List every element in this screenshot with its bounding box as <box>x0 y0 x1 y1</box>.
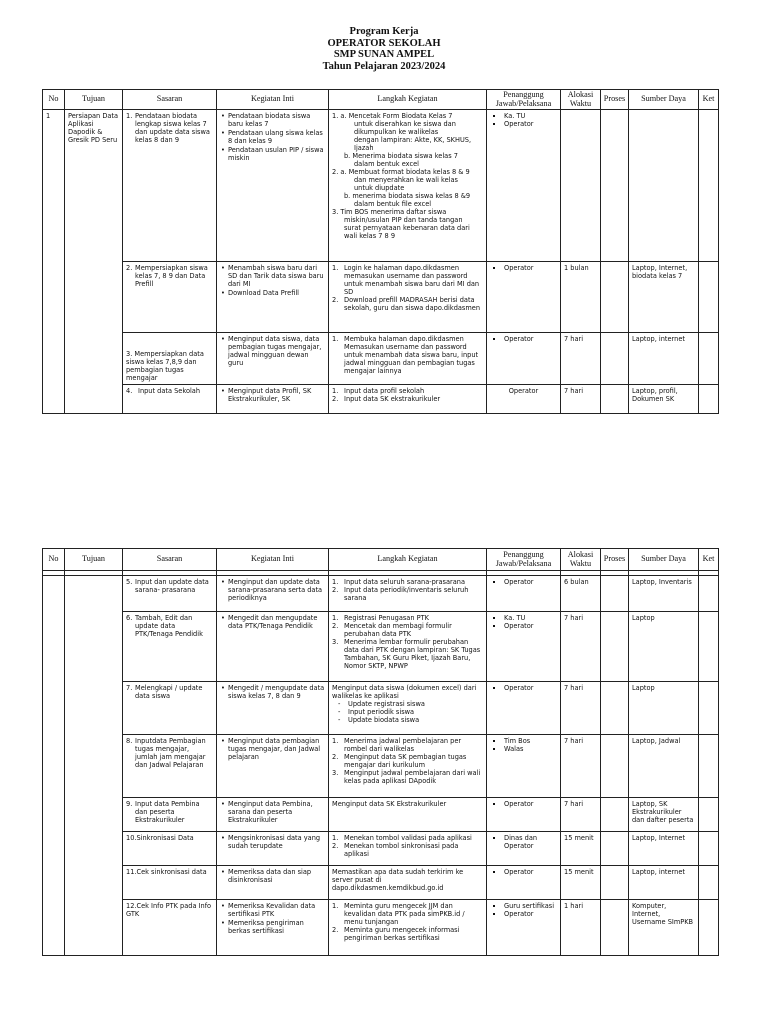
header-ket: Ket <box>699 549 719 571</box>
cell-alokasi <box>561 110 601 262</box>
table-row <box>43 262 719 333</box>
cell-sasaran: 6. Tambah, Edit dan update data PTK/Tenaga Pendidik <box>123 612 217 682</box>
cell-alokasi: 7 hari <box>561 333 601 385</box>
cell-kegiatan: • Mengedit / mengupdate data siswa kelas 7, 8 dan 9 <box>217 682 329 735</box>
table-row <box>43 576 719 612</box>
cell-langkah: Memastikan apa data sudah terkirim ke server pusat di dapo.dikdasmen.kemdikbud.go.id <box>329 866 487 900</box>
cell-langkah: 1. Input data seluruh sarana-prasarana 2. Input data periodik/inventaris seluruh sarana <box>329 576 487 612</box>
cell-penanggung: Operator <box>487 798 561 832</box>
table-row <box>43 612 719 682</box>
cell-kegiatan: • Menambah siswa baru dari SD dan Tarik data siswa baru dari MI • Download Data Prefill <box>217 262 329 333</box>
header-penanggung: Penanggung Jawab/Pelaksana <box>487 549 561 571</box>
table-row <box>43 832 719 866</box>
document-title <box>0 26 768 72</box>
cell-ket <box>699 385 719 414</box>
table-row <box>43 110 719 262</box>
cell-kegiatan: • Pendataan biodata siswa baru kelas 7 • Pendataan ulang siswa kelas 8 dan kelas 9 • Pendataan usulan PIP / siswa miskin <box>217 110 329 262</box>
cell-sumber: Laptop, profil, Dokumen SK <box>629 385 699 414</box>
table-row <box>43 900 719 956</box>
cell-penanggung: Tim Bos Walas <box>487 735 561 798</box>
cell-sasaran: 9. Input data Pembina dan peserta Ekstrakurikuler <box>123 798 217 832</box>
header-tujuan: Tujuan <box>65 90 123 110</box>
cell-proses <box>601 333 629 385</box>
table-row <box>43 866 719 900</box>
cell-kegiatan: • Mengsinkronisasi data yang sudah terupdate <box>217 832 329 866</box>
cell-kegiatan: • Menginput data Pembina, sarana dan peserta Ekstrakurikuler <box>217 798 329 832</box>
cell-proses <box>601 832 629 866</box>
title-line-4: Tahun Pelajaran 2023/2024 <box>322 60 446 72</box>
cell-proses <box>601 900 629 956</box>
cell-penanggung: Operator <box>487 576 561 612</box>
cell-sumber: Laptop, Jadwal <box>629 735 699 798</box>
cell-sumber: Laptop <box>629 612 699 682</box>
header-langkah: Langkah Kegiatan <box>329 549 487 571</box>
cell-proses <box>601 612 629 682</box>
title-line-1: Program Kerja <box>349 26 419 37</box>
cell-proses <box>601 866 629 900</box>
cell-langkah: 1. Meminta guru mengecek JJM dan kevalidan data PTK pada simPKB.id / menu tunjangan 2. Meminta guru mengecek informasi pengiriman berkas sertifikasi <box>329 900 487 956</box>
cell-sumber: Laptop, internet <box>629 333 699 385</box>
cell-kegiatan: • Mengedit dan mengupdate data PTK/Tenaga Pendidik <box>217 612 329 682</box>
header-kegiatan: Kegiatan Inti <box>217 549 329 571</box>
cell-alokasi: 7 hari <box>561 682 601 735</box>
cell-penanggung: Ka. TU Operator <box>487 612 561 682</box>
table-row <box>43 735 719 798</box>
cell-kegiatan: • Menginput data pembagian tugas mengajar, dan Jadwal pelajaran <box>217 735 329 798</box>
cell-proses <box>601 576 629 612</box>
cell-no: 1 <box>43 110 65 414</box>
header-no: No <box>43 90 65 110</box>
header-no: No <box>43 549 65 571</box>
cell-proses <box>601 682 629 735</box>
cell-ket <box>699 735 719 798</box>
cell-sasaran: 10.Sinkronisasi Data <box>123 832 217 866</box>
cell-sumber: Laptop, SK Ekstrakurikuler dan dafter peserta <box>629 798 699 832</box>
cell-ket <box>699 576 719 612</box>
cell-kegiatan: • Menginput data siswa, data pembagian tugas mengajar, jadwal mingguan dewan guru <box>217 333 329 385</box>
cell-sumber: Komputer, Internet, Username SImPKB <box>629 900 699 956</box>
title-line-3: SMP SUNAN AMPEL <box>333 49 435 60</box>
cell-alokasi: 15 menit <box>561 832 601 866</box>
cell-proses <box>601 262 629 333</box>
table-row <box>43 798 719 832</box>
title-line-2: OPERATOR SEKOLAH <box>327 37 441 49</box>
cell-langkah: Menginput data siswa (dokumen excel) dari walikelas ke aplikasi - Update registrasi siswa - Input periodik siswa - Update biodata siswa <box>329 682 487 735</box>
header-langkah: Langkah Kegiatan <box>329 90 487 110</box>
cell-sumber <box>629 110 699 262</box>
cell-tujuan <box>65 576 123 956</box>
cell-kegiatan: • Memeriksa data dan siap disinkronisasi <box>217 866 329 900</box>
cell-alokasi: 7 hari <box>561 798 601 832</box>
cell-alokasi: 1 hari <box>561 900 601 956</box>
cell-langkah: 1. a. Mencetak Form Biodata Kelas 7 untuk diserahkan ke siswa dan dikumpulkan ke walikelas dengan lampiran: Akte, KK, SKHUS, Ijazah b. Menerima biodata siswa kelas 7 dalam bentuk excel 2. a. Membuat format biodata kelas 8 & 9 dan menyerahkan ke wali kelas untuk diupdate b. menerima biodata siswa kelas 8 &9 dalam bentuk file excel 3. Tim BOS menerima daftar siswa miskin/usulan PIP dan tanda tangan surat pernyataan kebenaran data dari wali kelas 7 8 9 <box>329 110 487 262</box>
cell-langkah: 1. Menekan tombol validasi pada aplikasi 2. Menekan tombol sinkronisasi pada aplikasi <box>329 832 487 866</box>
header-ket: Ket <box>699 90 719 110</box>
cell-ket <box>699 798 719 832</box>
table-row <box>43 682 719 735</box>
cell-sasaran: 7. Melengkapi / update data siswa <box>123 682 217 735</box>
header-alokasi: Alokasi Waktu <box>561 90 601 110</box>
header-tujuan: Tujuan <box>65 549 123 571</box>
cell-no <box>43 576 65 956</box>
header-sumber: Sumber Daya <box>629 549 699 571</box>
table-header-row <box>43 90 719 110</box>
cell-sumber: Laptop, Internet <box>629 832 699 866</box>
cell-penanggung: Guru sertifikasi Operator <box>487 900 561 956</box>
cell-ket <box>699 682 719 735</box>
cell-ket <box>699 612 719 682</box>
cell-langkah: 1. Login ke halaman dapo.dikdasmen memasukan username dan password untuk menambah siswa baru dari MI dan SD 2. Download prefill MADRASAH berisi data sekolah, guru dan siswa dapo.dikdasmen <box>329 262 487 333</box>
cell-penanggung: Operator <box>487 385 561 414</box>
header-sumber: Sumber Daya <box>629 90 699 110</box>
cell-ket <box>699 333 719 385</box>
table-row <box>43 385 719 414</box>
cell-kegiatan: • Memeriksa Kevalidan data sertifikasi PTK • Memeriksa pengiriman berkas sertifikasi <box>217 900 329 956</box>
cell-sasaran: 2. Mempersiapkan siswa kelas 7, 8 9 dan Data Prefill <box>123 262 217 333</box>
cell-sumber: Laptop, internet <box>629 866 699 900</box>
table-row <box>43 333 719 385</box>
cell-alokasi: 7 hari <box>561 735 601 798</box>
cell-sasaran: 11.Cek sinkronisasi data <box>123 866 217 900</box>
program-table-2 <box>42 548 719 956</box>
cell-langkah: 1. Registrasi Penugasan PTK 2. Mencetak dan membagi formulir perubahan data PTK 3. Menerima lembar formulir perubahan data dari PTK dengan lampiran: SK Tugas Tambahan, SK Guru Piket, Ijazah Baru, Nomor SKTP, NPWP <box>329 612 487 682</box>
cell-penanggung: Operator <box>487 866 561 900</box>
cell-sasaran: 3. Mempersiapkan data siswa kelas 7,8,9 dan pembagian tugas mengajar <box>123 333 217 385</box>
cell-penanggung: Operator <box>487 682 561 735</box>
header-kegiatan: Kegiatan Inti <box>217 90 329 110</box>
cell-sasaran: 4. Input data Sekolah <box>123 385 217 414</box>
cell-ket <box>699 866 719 900</box>
cell-alokasi: 1 bulan <box>561 262 601 333</box>
cell-sasaran: 12.Cek Info PTK pada Info GTK <box>123 900 217 956</box>
cell-proses <box>601 110 629 262</box>
cell-alokasi: 7 hari <box>561 612 601 682</box>
cell-ket <box>699 832 719 866</box>
table-header-row <box>43 549 719 571</box>
cell-sasaran: 1. Pendataan biodata lengkap siswa kelas 7 dan update data siswa kelas 8 dan 9 <box>123 110 217 262</box>
header-penanggung: Penanggung Jawab/Pelaksana <box>487 90 561 110</box>
header-alokasi: Alokasi Waktu <box>561 549 601 571</box>
cell-sumber: Laptop, Inventaris <box>629 576 699 612</box>
cell-ket <box>699 110 719 262</box>
program-table-1 <box>42 89 719 414</box>
cell-sumber: Laptop <box>629 682 699 735</box>
cell-ket <box>699 262 719 333</box>
cell-alokasi: 7 hari <box>561 385 601 414</box>
cell-penanggung: Operator <box>487 262 561 333</box>
cell-sasaran: 5. Input dan update data sarana- prasarana <box>123 576 217 612</box>
cell-proses <box>601 385 629 414</box>
cell-langkah: Menginput data SK Ekstrakurikuler <box>329 798 487 832</box>
header-sasaran: Sasaran <box>123 90 217 110</box>
cell-tujuan: Persiapan Data Aplikasi Dapodik & Gresik PD Seru <box>65 110 123 414</box>
cell-ket <box>699 900 719 956</box>
header-sasaran: Sasaran <box>123 549 217 571</box>
cell-sasaran: 8. Inputdata Pembagian tugas mengajar, jumlah jam mengajar dan Jadwal Pelajaran <box>123 735 217 798</box>
cell-proses <box>601 798 629 832</box>
cell-penanggung: Operator <box>487 333 561 385</box>
cell-proses <box>601 735 629 798</box>
cell-langkah: 1. Menerima jadwal pembelajaran per rombel dari walikelas 2. Menginput data SK pembagian tugas mengajar dari kurikulum 3. Menginput jadwal pembelajaran dari wali kelas pada aplikasi DApodik <box>329 735 487 798</box>
cell-langkah: 1. Membuka halaman dapo.dikdasmen Memasukan username dan password untuk menambah data siswa baru, input jadwal mingguan dan pembagian tugas mengajar lainnya <box>329 333 487 385</box>
cell-kegiatan: • Menginput data Profil, SK Ekstrakurikuler, SK <box>217 385 329 414</box>
header-proses: Proses <box>601 90 629 110</box>
cell-kegiatan: • Menginput dan update data sarana-prasarana serta data periodiknya <box>217 576 329 612</box>
cell-alokasi: 6 bulan <box>561 576 601 612</box>
cell-alokasi: 15 menit <box>561 866 601 900</box>
cell-langkah: 1. Input data profil sekolah 2. Input data SK ekstrakurikuler <box>329 385 487 414</box>
cell-penanggung: Ka. TU Operator <box>487 110 561 262</box>
header-proses: Proses <box>601 549 629 571</box>
cell-sumber: Laptop, Internet, biodata kelas 7 <box>629 262 699 333</box>
cell-penanggung: Dinas dan Operator <box>487 832 561 866</box>
